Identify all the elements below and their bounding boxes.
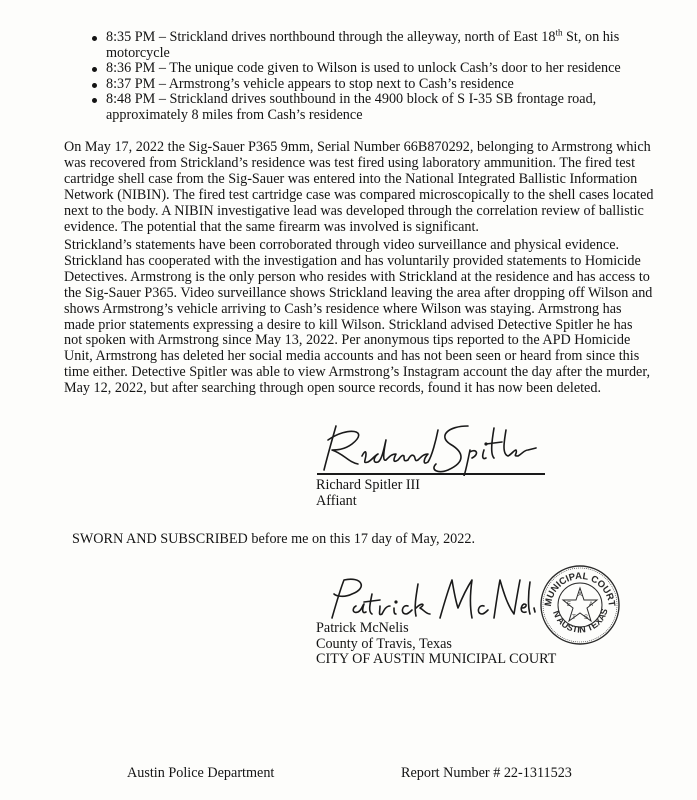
timeline-text: Armstrong’s vehicle appears to stop next to Cash’s residence	[168, 75, 514, 92]
signature-line	[317, 473, 545, 475]
seal-letter: A	[588, 602, 594, 608]
timeline-time: 8:36 PM	[106, 60, 156, 77]
sworn-statement: SWORN AND SUBSCRIBED before me on this 17 day of May, 2022.	[72, 531, 476, 547]
seal-bottom-text: N AUSTIN TEXAS	[551, 607, 610, 635]
footer-department: Austin Police Department	[127, 765, 275, 781]
timeline-item	[88, 61, 648, 77]
separator: –	[155, 29, 170, 45]
timeline-text: The unique code given to Wilson is used to unlock Cash’s door to her residence	[169, 60, 621, 77]
ballistics-paragraph: On May 17, 2022 the Sig-Sauer P365 9mm, Serial Number 66B870292, belonging to Armstrong which was recovered from Strickland’s residence was test fired using laboratory ammunition. The fired test cartridge shell case from the Sig-Sauer was entered into the National Integrated Ballistic Information Network (NIBIN). The fired test cartridge case was compared microscopically to the shell cases located next to the body. A NIBIN investigative lead was developed through the correlation review of ballistic evidence. The potential that the same firearm was involved is significant.	[64, 139, 654, 235]
timeline-list	[88, 27, 648, 124]
seal-letter: T	[572, 615, 576, 621]
timeline-time: 8:37 PM	[106, 75, 156, 92]
seal-letter: E	[566, 602, 572, 608]
affiant-block	[316, 478, 420, 509]
timeline-text: Strickland drives northbound through the alleyway, north of East 18	[169, 29, 556, 45]
notary-signature	[322, 574, 537, 624]
bullet-icon	[92, 67, 97, 72]
timeline-text-cont: St, on his motorcycle	[106, 29, 620, 61]
bullet-icon	[92, 83, 97, 88]
affiant-title: Affiant	[316, 492, 357, 509]
notary-name: Patrick McNelis	[316, 620, 409, 636]
corroboration-paragraph: Strickland’s statements have been corroborated through video surveillance and physical evidence. Strickland has cooperated with the investigation and has voluntarily provided statements to Homicide Detectives. Armstrong is the only person who resides with Strickland at the residence and has access to the Sig-Sauer P365. Video surveillance shows Strickland leaving the area after dropping off Wilson and shows Armstrong’s vehicle arriving to Cash’s residence where Wilson was staying. Armstrong has made prior statements expressing a desire to kill Wilson. Strickland advised Detective Spitler he has not spoken with Armstrong since May 13, 2022. Per anonymous tips reported to the APD Homicide Unit, Armstrong has deleted her social media accounts and has not been seen or heard from since this time either. Detective Spitler was able to view Armstrong’s Instagram account the day after the murder, May 12, 2022, but after searching through open source records, found it has now been deleted.	[64, 237, 653, 397]
timeline-item	[88, 92, 648, 123]
timeline-text: Strickland drives southbound in the 4900 block of S I-35 SB frontage road, approximately 8 miles from Cash’s residence	[106, 91, 597, 123]
timeline-time: 8:35 PM	[106, 29, 156, 45]
timeline-item	[88, 77, 648, 93]
seal-letter: S	[583, 615, 589, 621]
bullet-icon	[92, 98, 97, 103]
seal-letter: X	[577, 592, 583, 598]
timeline-item	[88, 27, 648, 61]
separator: –	[155, 91, 170, 108]
notary-county: County of Travis, Texas	[316, 635, 452, 652]
seal-top-text: MUNICIPAL COURT	[542, 570, 618, 608]
separator: –	[155, 75, 169, 92]
timeline-time: 8:48 PM	[106, 91, 156, 108]
affiant-signature	[318, 420, 538, 476]
affiant-name: Richard Spitler III	[316, 477, 421, 493]
footer-report-number: Report Number # 22-1311523	[401, 765, 572, 781]
bullet-icon	[92, 36, 97, 41]
notary-court: CITY OF AUSTIN MUNICIPAL COURT	[316, 651, 557, 668]
notary-block	[316, 621, 556, 668]
separator: –	[155, 60, 170, 77]
superscript: th	[555, 27, 563, 38]
